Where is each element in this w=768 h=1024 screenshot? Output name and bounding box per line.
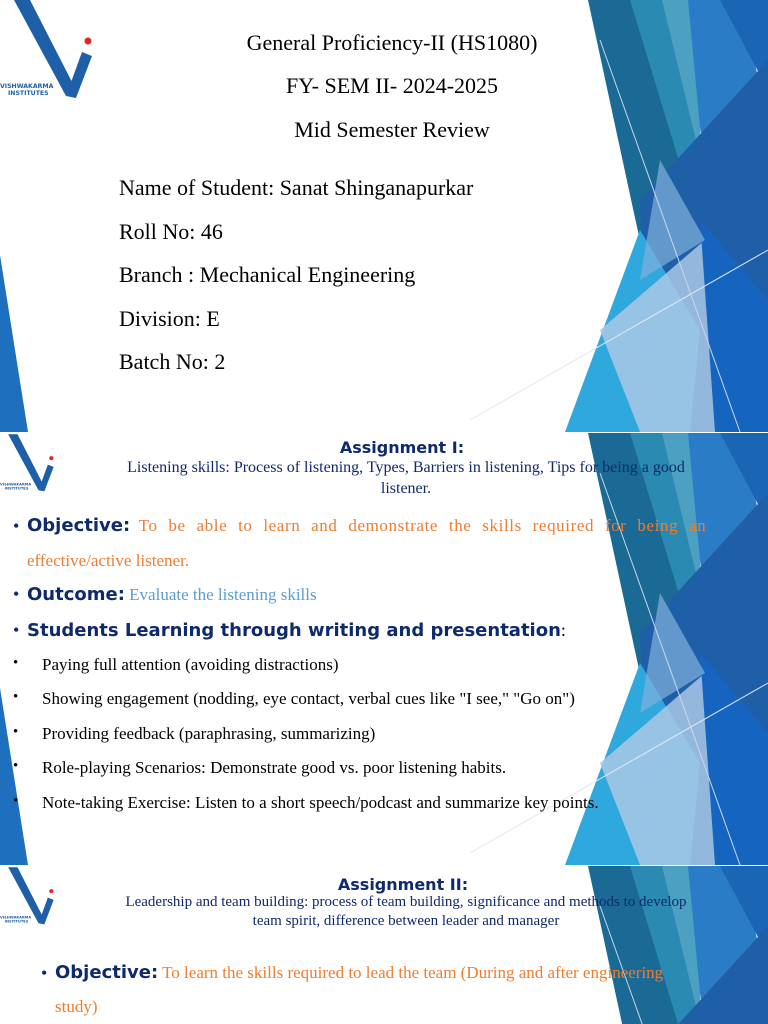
learning-point: Providing feedback (paraphrasing, summarizing) xyxy=(42,724,376,743)
objective-line1 xyxy=(55,962,663,983)
assignment-subtitle-line2: listener. xyxy=(380,480,432,497)
objective-line1 xyxy=(27,515,768,536)
roll-number: Roll No: 46 xyxy=(119,219,223,244)
logo-name-line2: INSTITUTES xyxy=(8,90,49,97)
logo-name-line1: VISHWAKARMA xyxy=(0,83,54,90)
bullet-icon: • xyxy=(13,758,19,774)
logo-name-line2: INSTITUTES xyxy=(4,919,29,924)
logo-name-line1: VISHWAKARMA xyxy=(0,482,32,487)
bullet-icon: • xyxy=(41,963,48,983)
student-name: Name of Student: Sanat Shinganapurkar xyxy=(119,175,474,200)
assignment-heading: Assignment I: xyxy=(339,438,465,457)
branch: Branch : Mechanical Engineering xyxy=(119,262,416,287)
objective-text-line1: To be able to learn and demonstrate the skills required for being an xyxy=(138,516,707,535)
learning-point: Showing engagement (nodding, eye contact, verbal cues like "I see," "Go on") xyxy=(42,689,575,708)
objective-label: Objective: xyxy=(55,962,159,983)
review-title: Mid Semester Review xyxy=(294,117,490,142)
learning-label: Students Learning through writing and presentation xyxy=(27,620,561,641)
learning-point: Note-taking Exercise: Listen to a short speech/podcast and summarize key points. xyxy=(42,793,599,812)
slide-assignment-1 xyxy=(0,433,768,865)
assignment-subtitle-line1: Leadership and team building: process of team building, significance and methods to develop xyxy=(125,894,687,910)
bullet-icon: • xyxy=(13,620,20,640)
objective-text-line2: study) xyxy=(55,997,98,1016)
bullet-icon: • xyxy=(13,724,19,740)
learning-point: Role-playing Scenarios: Demonstrate good vs. poor listening habits. xyxy=(42,758,507,777)
learning-heading xyxy=(27,620,566,641)
outcome-text: Evaluate the listening skills xyxy=(129,585,317,604)
slide-assignment-2 xyxy=(0,866,768,1024)
slide-title xyxy=(0,0,768,432)
batch-number: Batch No: 2 xyxy=(119,349,226,374)
assignment-heading: Assignment II: xyxy=(337,875,469,894)
assignment-subtitle-line2: team spirit, difference between leader and manager xyxy=(252,913,560,929)
objective-label: Objective: xyxy=(27,515,131,536)
bullet-icon: • xyxy=(13,584,20,604)
learning-colon: : xyxy=(560,620,566,640)
logo-name-line1: VISHWAKARMA xyxy=(0,915,32,920)
outcome-label: Outcome: xyxy=(27,584,125,605)
objective-text-line1: To learn the skills required to lead the team (During and after engineering xyxy=(162,963,664,982)
objective-text-line2: effective/active listener. xyxy=(27,551,190,570)
logo-name-line2: INSTITUTES xyxy=(4,486,29,491)
outcome-line xyxy=(27,584,317,605)
term-title: FY- SEM II- 2024-2025 xyxy=(285,73,499,98)
bullet-icon: • xyxy=(13,655,19,671)
division: Division: E xyxy=(119,306,220,331)
assignment-subtitle-line1: Listening skills: Process of listening, Types, Barriers in listening, Tips for being a good xyxy=(127,459,685,476)
course-title: General Proficiency-II (HS1080) xyxy=(246,30,538,55)
bullet-icon: • xyxy=(13,793,19,809)
learning-point: Paying full attention (avoiding distractions) xyxy=(42,655,339,674)
slide-decoration xyxy=(0,0,768,432)
bullet-icon: • xyxy=(13,689,19,705)
bullet-icon: • xyxy=(13,516,20,536)
